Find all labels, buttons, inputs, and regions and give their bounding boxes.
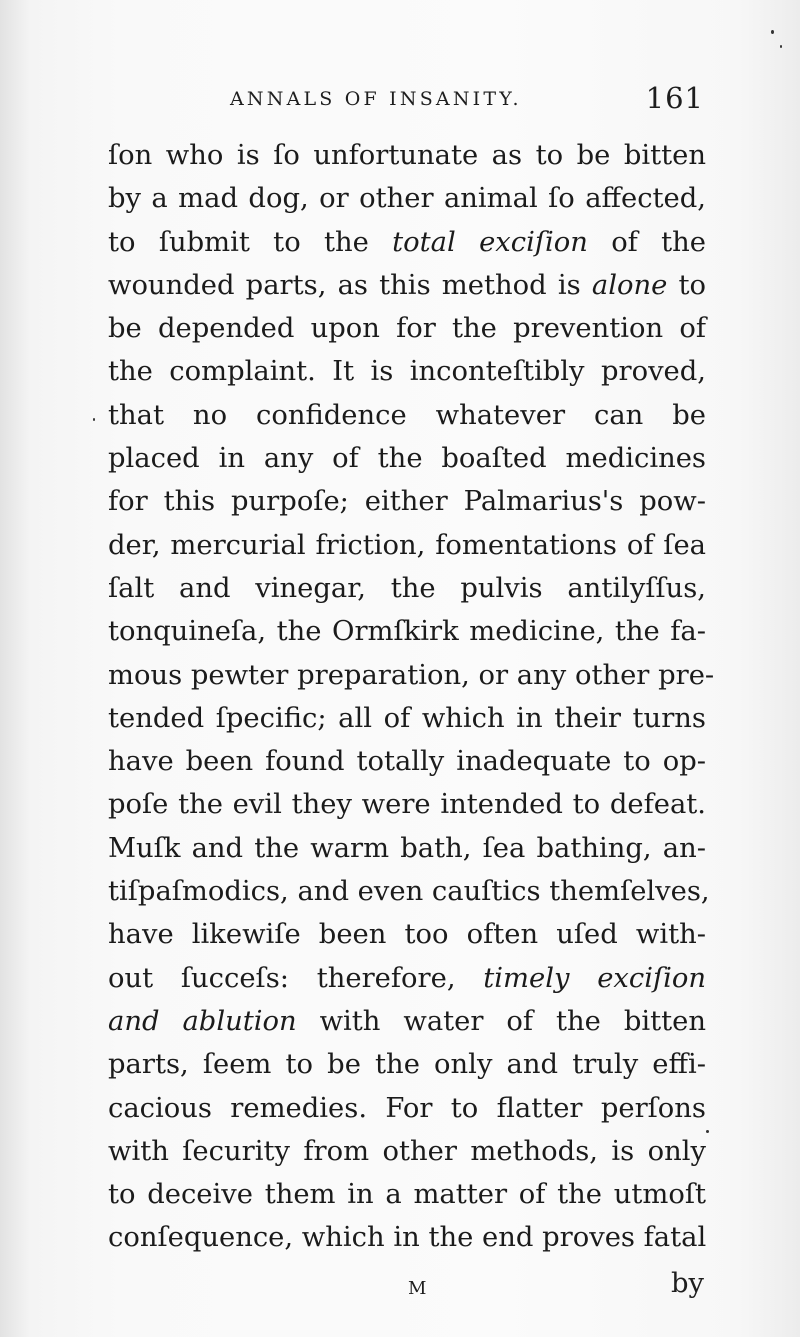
text-run: of the xyxy=(587,226,706,258)
text-run: with water of the bitten xyxy=(296,1005,706,1037)
text-line xyxy=(108,870,710,913)
text-run: out ſucceſs: therefore, xyxy=(108,962,484,994)
text-run: have likewiſe been too often uſed with- xyxy=(108,919,706,951)
running-head xyxy=(110,78,706,122)
text-run: placed in any of the boaſted medicines xyxy=(108,443,706,475)
running-title: ANNALS OF INSANITY. xyxy=(230,88,522,110)
text-run: to ſubmit to the xyxy=(108,226,393,258)
text-line xyxy=(108,480,706,523)
text-run: Muſk and the warm bath, ſea bathing, an- xyxy=(108,832,706,864)
text-line xyxy=(108,350,706,393)
text-line xyxy=(108,1043,706,1086)
text-run: wounded parts, as this method is xyxy=(108,269,592,301)
signature-mark: M xyxy=(408,1278,428,1299)
text-run: for this purpoſe; either Palmarius's pow- xyxy=(108,486,706,518)
text-run: der, mercurial friction, fomentations of ſea xyxy=(108,529,706,561)
ink-speck xyxy=(771,30,774,34)
text-run: tonquineſa, the Ormſkirk medicine, the fa- xyxy=(108,616,706,648)
body-text xyxy=(108,134,715,1260)
text-line xyxy=(108,1087,706,1130)
text-run: by a mad dog, or other animal ſo affected, xyxy=(108,183,706,215)
text-run: cacious remedies. For to flatter perſons xyxy=(108,1092,706,1124)
page-footer xyxy=(108,1266,706,1310)
text-line xyxy=(108,524,706,567)
italic-text-run: alone xyxy=(591,269,668,301)
ink-speck xyxy=(93,418,95,421)
ink-speck xyxy=(780,45,782,48)
text-line xyxy=(108,1216,706,1259)
text-line xyxy=(108,913,706,956)
italic-text-run: timely exciſion xyxy=(483,962,706,994)
text-run: tiſpaſmodics, and even cauſtics themſelves, xyxy=(108,876,710,908)
text-run: mous pewter preparation, or any other pre- xyxy=(108,659,715,691)
text-run: ſon who is ſo unfortunate as to be bitten xyxy=(108,140,706,171)
text-line xyxy=(108,1173,706,1216)
page-number: 161 xyxy=(645,81,704,115)
text-run: the complaint. It is inconteſtibly proved, xyxy=(108,356,706,388)
catchword: by xyxy=(670,1268,704,1299)
text-run: be depended upon for the prevention of xyxy=(108,313,706,345)
text-run: parts, ſeem to be the only and truly effi- xyxy=(108,1049,706,1081)
text-run: tended ſpecific; all of which in their turns xyxy=(108,702,706,734)
text-line xyxy=(108,567,706,610)
text-run: conſequence, which in the end proves fatal xyxy=(108,1222,707,1254)
text-line xyxy=(108,740,706,783)
text-run: to deceive them in a matter of the utmoſt xyxy=(108,1179,706,1211)
text-line xyxy=(108,697,706,740)
text-line xyxy=(108,1130,706,1173)
text-run: poſe the evil they were intended to defeat. xyxy=(108,789,706,821)
text-line xyxy=(108,177,706,220)
text-line xyxy=(108,134,706,177)
italic-text-run: total exciſion xyxy=(392,226,588,258)
text-line xyxy=(108,437,706,480)
text-line xyxy=(108,827,706,870)
text-line xyxy=(108,957,706,1000)
text-line xyxy=(108,783,706,826)
text-run: to xyxy=(667,269,706,301)
text-run: with ſecurity from other methods, is only xyxy=(108,1135,706,1167)
text-line xyxy=(108,610,706,653)
italic-text-run: and ablution xyxy=(108,1005,297,1037)
text-line xyxy=(108,654,715,697)
text-line xyxy=(108,307,706,350)
text-line xyxy=(108,264,706,307)
ink-speck xyxy=(706,1130,709,1133)
text-run: ſalt and vinegar, the pulvis antilyſſus, xyxy=(108,572,706,604)
text-run: have been found totally inadequate to op- xyxy=(108,746,706,778)
text-line xyxy=(108,221,706,264)
text-line xyxy=(108,394,706,437)
text-run: that no confidence whatever can be xyxy=(108,399,706,431)
text-line xyxy=(108,1000,706,1043)
